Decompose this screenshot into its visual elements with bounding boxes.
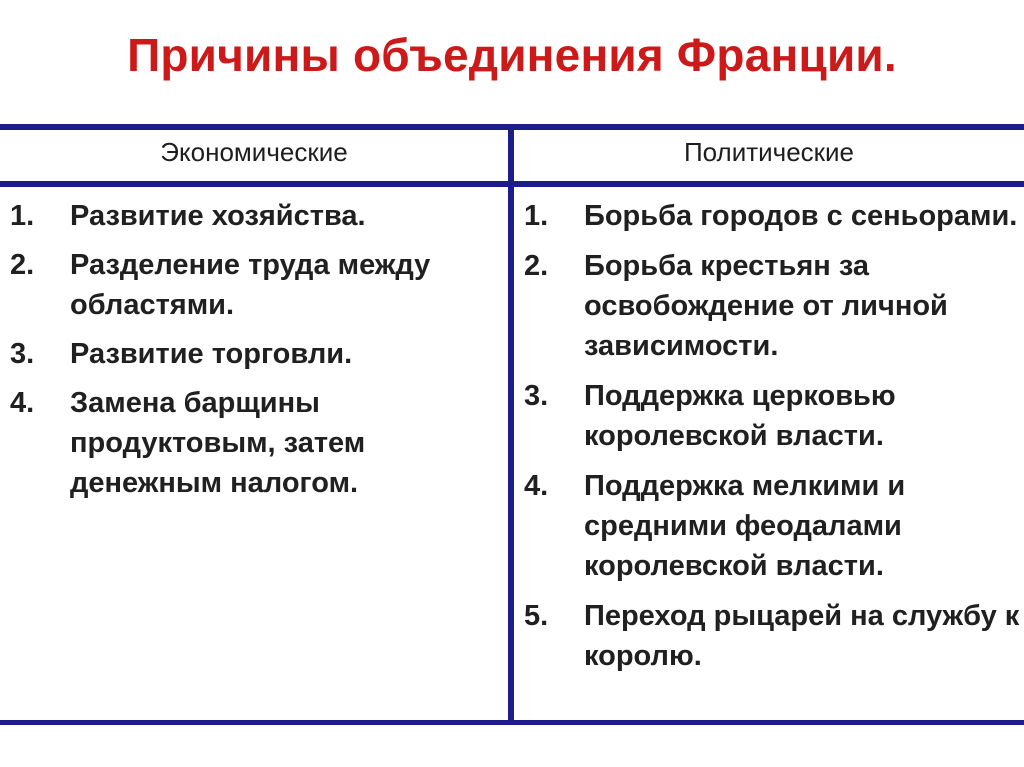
- column-header-political: Политические: [683, 137, 855, 167]
- list-item: [524, 466, 1020, 586]
- item-number: 2.: [10, 249, 35, 281]
- item-text: Борьба крестьян за освобождение от личной зависимости.: [584, 250, 948, 362]
- item-text: Поддержка церковью королевской власти.: [584, 380, 896, 452]
- item-number: 3.: [524, 380, 549, 412]
- list-item: [10, 196, 504, 236]
- item-text: Замена барщины продуктовым, затем денежным налогом.: [70, 387, 366, 499]
- item-number: 1.: [10, 200, 35, 232]
- item-text: Борьба городов с сеньорами.: [584, 200, 1018, 232]
- item-text: Развитие торговли.: [70, 338, 353, 370]
- item-number: 5.: [524, 600, 549, 632]
- item-number: 3.: [10, 338, 35, 370]
- column-divider: [508, 124, 514, 720]
- list-item: [524, 376, 1020, 456]
- list-item: [524, 596, 1020, 676]
- list-item: [524, 196, 1020, 236]
- item-number: 4.: [524, 470, 549, 502]
- item-text: Переход рыцарей на службу к королю.: [584, 600, 1020, 672]
- table-bottom-border: [0, 720, 1024, 725]
- item-number: 2.: [524, 250, 549, 282]
- list-item: [10, 334, 504, 374]
- list-item: [10, 383, 504, 503]
- item-number: 4.: [10, 387, 35, 419]
- item-text: Разделение труда между областями.: [70, 249, 431, 321]
- list-item: [10, 245, 504, 325]
- list-item: [524, 246, 1020, 366]
- column-header-economic: Экономические: [160, 137, 348, 167]
- economic-reasons-list: [10, 196, 504, 512]
- item-number: 1.: [524, 200, 549, 232]
- item-text: Поддержка мелкими и средними феодалами королевской власти.: [584, 470, 906, 582]
- item-text: Развитие хозяйства.: [70, 200, 366, 232]
- page-title: Причины объединения Франции.: [127, 29, 897, 81]
- political-reasons-list: [524, 196, 1020, 686]
